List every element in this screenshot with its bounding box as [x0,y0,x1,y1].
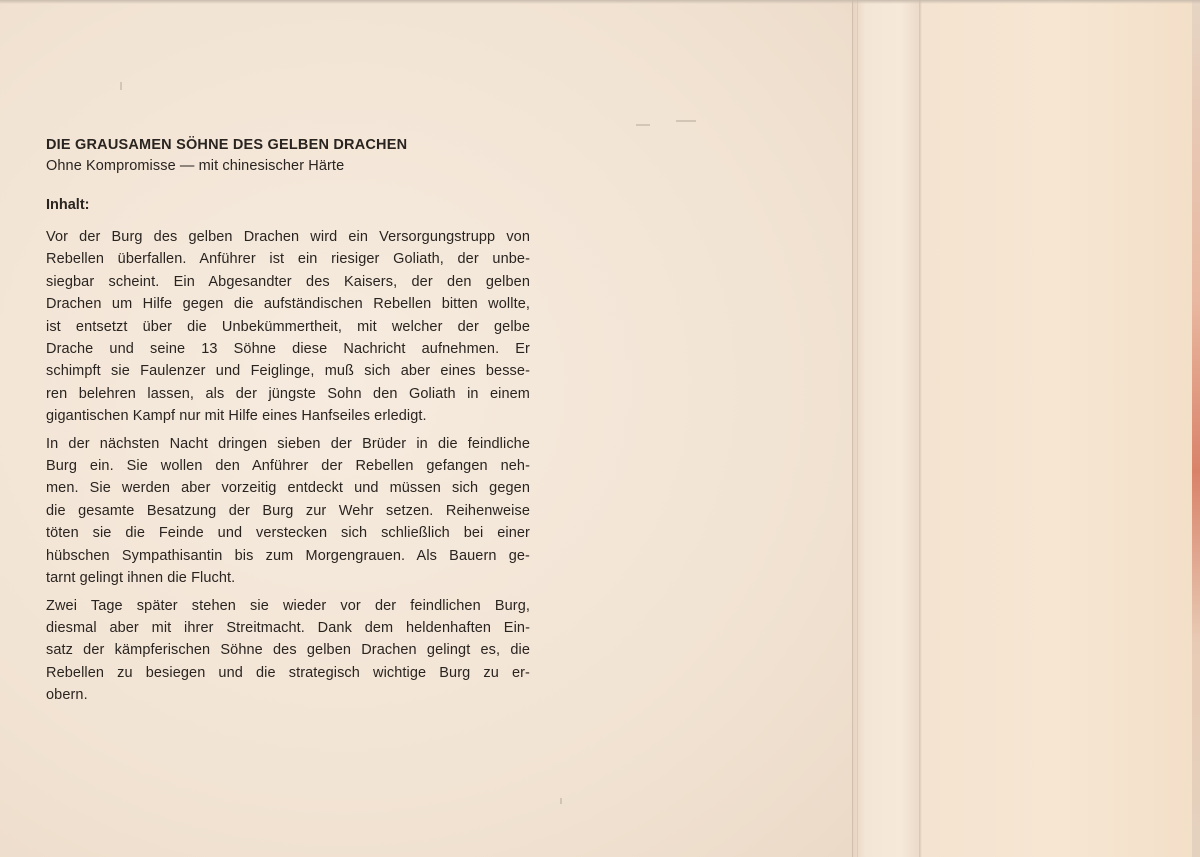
paragraph-3 [46,595,530,707]
document-title: DIE GRAUSAMEN SÖHNE DES GELBEN DRACHEN [46,137,408,153]
text-line: die gesamte Besatzung der Burg zur Wehr setzen. Reihenweise [46,502,530,519]
text-line: men. Sie werden aber vorzeitig entdeckt und müssen sich gegen [46,480,530,497]
text-line: ist entsetzt über die Unbekümmertheit, mit welcher der gelbe [46,318,530,335]
right-blank-panel [922,0,1200,857]
text-block [46,136,530,707]
paper-speck [560,798,562,804]
paragraph-2 [46,433,530,590]
section-heading: Inhalt: [46,197,90,213]
paragraph-1 [46,226,530,428]
fold-crease-inner [857,0,858,857]
text-line: Rebellen zu besiegen und die strategisch wichtige Burg zu er- [46,664,530,681]
text-line: satz der kämpferischen Söhne des gelben Drachen gelingt es, die [46,642,530,659]
text-line: Drache und seine 13 Söhne diese Nachricht aufnehmen. Er [46,341,530,358]
text-line: tarnt gelingt ihnen die Flucht. [46,570,236,587]
paper-speck [120,82,122,90]
text-line: Zwei Tage später stehen sie wieder vor der feindlichen Burg, [46,597,530,614]
top-page-edge [0,0,1200,4]
text-line: Drachen um Hilfe gegen die aufständischen Rebellen bitten wollte, [46,296,530,313]
right-page-edge [1192,0,1200,857]
paper-speck [636,124,650,126]
text-line: Rebellen überfallen. Anführer ist ein riesiger Goliath, der unbe- [46,251,530,268]
paper-speck [676,120,696,122]
text-line: hübschen Sympathisantin bis zum Morgengrauen. Als Bauern ge- [46,547,530,564]
text-line: siegbar scheint. Ein Abgesandter des Kaisers, der den gelben [46,273,530,290]
text-line: Vor der Burg des gelben Drachen wird ein Versorgungstrupp von [46,229,530,245]
text-line: gigantischen Kampf nur mit Hilfe eines Hanfseiles erledigt. [46,408,427,425]
text-line: In der nächsten Nacht dringen sieben der Brüder in die feindliche [46,435,530,452]
text-line: schimpft sie Faulenzer und Feiglinge, muß sich aber eines besse- [46,363,530,380]
fold-flap [852,0,922,857]
text-line: diesmal aber mit ihrer Streitmacht. Dank dem heldenhaften Ein- [46,619,530,636]
document-subtitle: Ohne Kompromisse — mit chinesischer Härte [46,158,345,174]
fold-crease-left [852,0,854,857]
text-line: ren belehren lassen, als der jüngste Sohn den Goliath in einem [46,385,530,402]
text-line: obern. [46,687,88,704]
text-line: töten sie die Feinde und verstecken sich schließlich bei einer [46,525,530,542]
text-line: Burg ein. Sie wollen den Anführer der Rebellen gefangen neh- [46,458,530,475]
